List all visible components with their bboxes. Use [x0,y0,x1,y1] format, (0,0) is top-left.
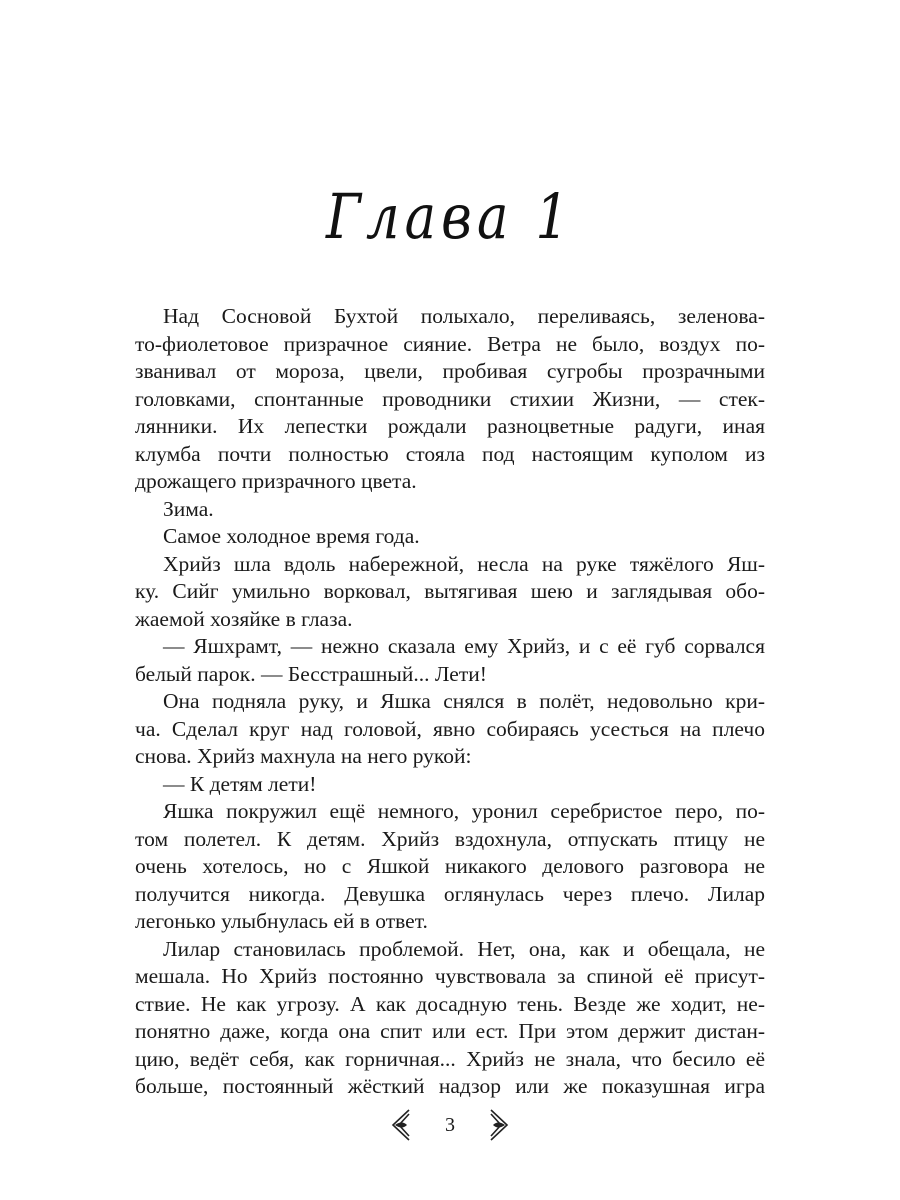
text-line: клумба почти полностью стояла под настоящим куполом из [135,441,765,466]
text-line: Она подняла руку, и Яшка снялся в полёт, недовольно кри- [163,689,765,713]
text-line: — Яшхрамт, — нежно сказала ему Хрийз, и с её губ сорвался [163,634,765,658]
text-line: больше, постоянный жёсткий надзор или же показушная игра [135,1074,765,1098]
ornament-right-icon [487,1108,511,1142]
text-line: цию, ведёт себя, как горничная... Хрийз не знала, что бесило её [135,1046,765,1071]
text-line: мешала. Но Хрийз постоянно чувствовала за спиной её присут- [135,964,765,988]
page-footer [0,1105,900,1145]
text-line: Самое холодное время года. [163,524,420,548]
chapter-title: Глава 1 [326,180,574,253]
text-line: лянники. Их лепестки рождали разноцветные радуги, иная [135,414,765,438]
ornament-left-icon [389,1108,413,1142]
text-line: ствие. Не как угрозу. А как досадную тень. Везде же ходит, не- [135,991,765,1016]
text-line: том полетел. К детям. Хрийз вздохнула, отпускать птицу не [135,826,765,851]
text-line: получится никогда. Девушка оглянулась через плечо. Лилар [135,881,765,906]
text-line: Над Сосновой Бухтой полыхало, переливаясь, зеленова- [163,304,765,328]
text-line: снова. Хрийз махнула на него рукой: [135,744,472,768]
text-line: ча. Сделал круг над головой, явно собираясь усесться на плечо [135,716,765,741]
text-line: очень хотелось, но с Яшкой никакого делового разговора не [135,854,765,878]
page-number: 3 [445,1113,455,1136]
text-line: дрожащего призрачного цвета. [135,469,417,493]
text-line: белый парок. — Бесстрашный... Лети! [135,661,487,686]
text-line: легонько улыбнулась ей в ответ. [135,909,428,933]
text-line: ку. Сийг умильно ворковал, вытягивая шею и заглядывая обо- [135,579,765,603]
text-line: Лилар становилась проблемой. Нет, она, как и обещала, не [163,936,765,961]
text-line: Зима. [163,496,214,521]
text-line: понятно даже, когда она спит или ест. При этом держит дистан- [135,1019,765,1043]
body-text [135,303,765,1101]
text-line: — К детям лети! [163,771,317,796]
text-line: жаемой хозяйке в глаза. [135,606,353,631]
text-line: головками, спонтанные проводники стихии Жизни, — стек- [135,386,765,411]
text-line: то-фиолетовое призрачное сияние. Ветра не было, воздух по- [135,331,765,356]
text-line: Яшка покружил ещё немного, уронил серебристое перо, по- [163,799,765,823]
text-line: званивал от мороза, цвели, пробивая сугробы прозрачными [135,359,765,383]
text-line: Хрийз шла вдоль набережной, несла на руке тяжёлого Яш- [163,551,765,576]
